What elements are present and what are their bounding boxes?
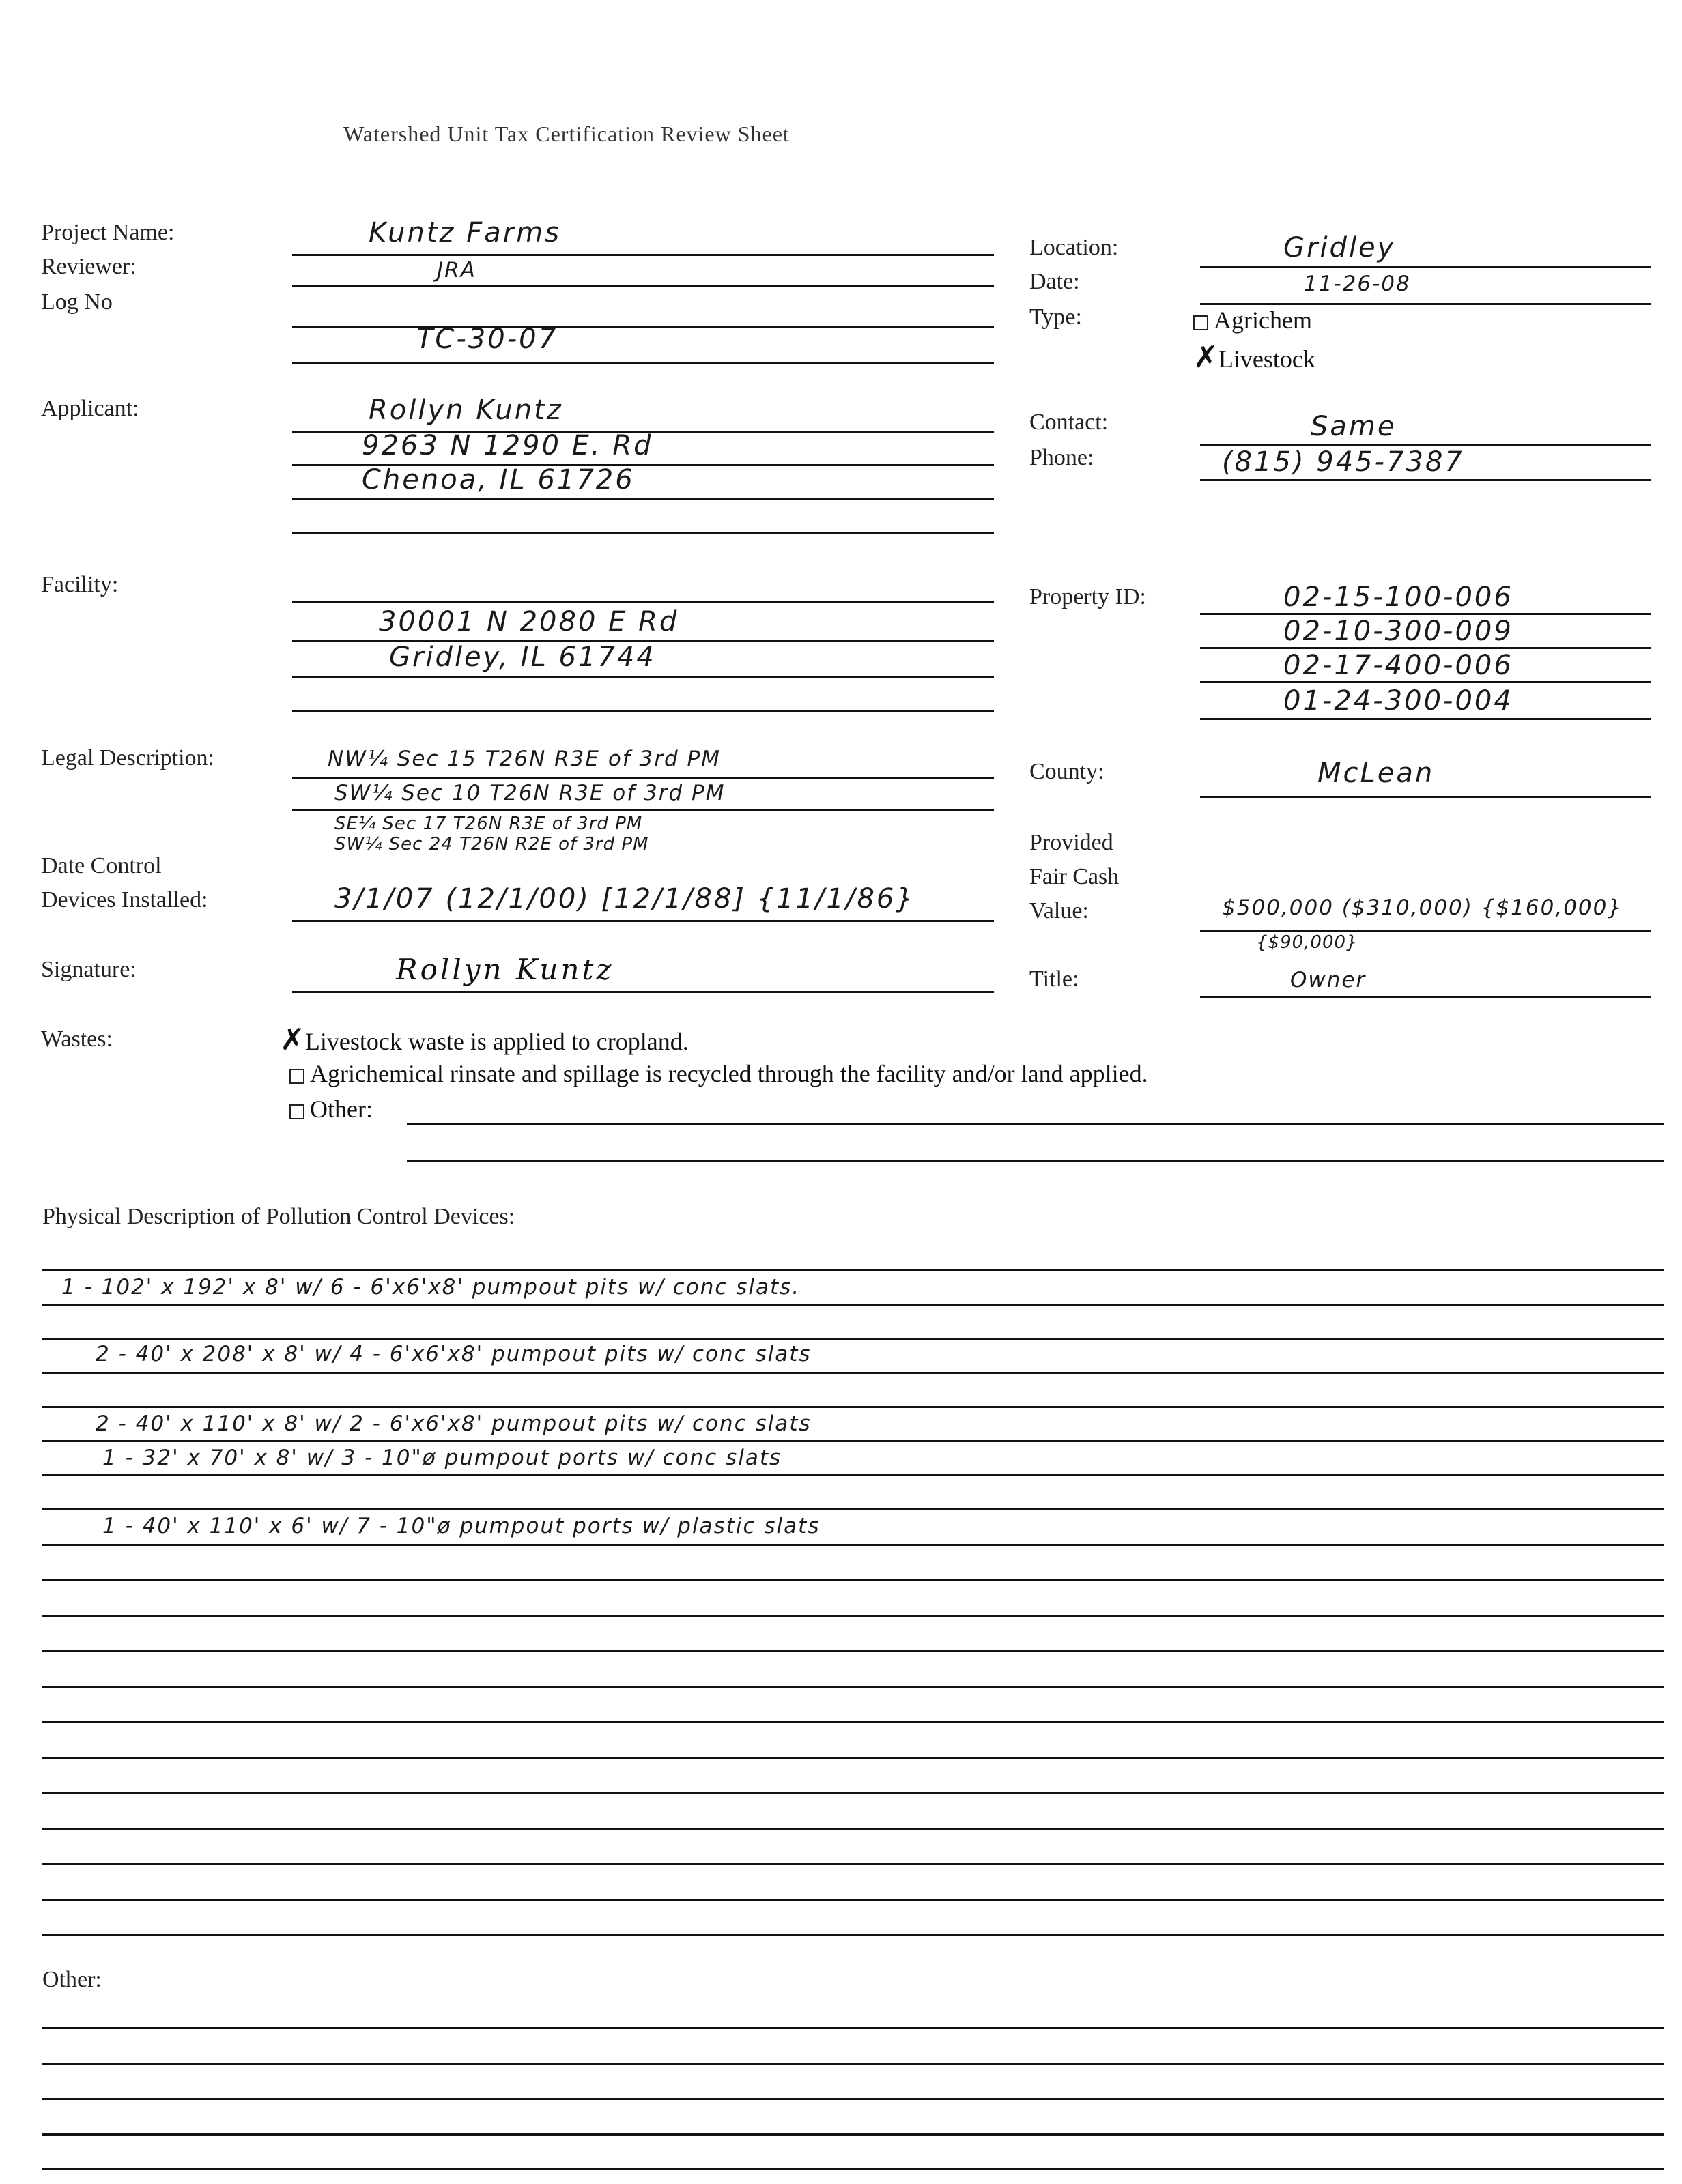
signature-label: Signature: <box>41 957 137 982</box>
agrichem-checkbox[interactable] <box>1193 315 1208 330</box>
fair-cash-value-extra: {$90,000} <box>1256 932 1358 953</box>
other-waste-checkbox[interactable] <box>289 1104 304 1119</box>
legal-description-line: SW¼ Sec 10 T26N R3E of 3rd PM <box>334 781 726 805</box>
device-row: 1 - 32' x 70' x 8' w/ 3 - 10"ø pumpout ports w/ conc slats <box>102 1446 782 1470</box>
page-title: Watershed Unit Tax Certification Review Sheet <box>343 121 790 146</box>
wastes-label: Wastes: <box>41 1026 113 1052</box>
title-value: Owner <box>1290 968 1367 992</box>
signature-value: Rollyn Kuntz <box>396 953 614 986</box>
phone-value: (815) 945-7387 <box>1222 446 1464 478</box>
applicant-address-value: 9263 N 1290 E. Rd <box>362 430 653 461</box>
agrichemical-checkbox[interactable] <box>289 1069 304 1084</box>
location-value: Gridley <box>1283 232 1396 263</box>
devices-installed-label: Devices Installed: <box>41 887 208 913</box>
dates-installed-value: 3/1/07 (12/1/00) [12/1/88] {11/1/86} <box>334 883 915 915</box>
waste-option-livestock[interactable]: ✗Livestock waste is applied to cropland. <box>280 1022 689 1057</box>
device-row: 1 - 40' x 110' x 6' w/ 7 - 10"ø pumpout ports w/ plastic slats <box>102 1514 821 1538</box>
county-value: McLean <box>1317 758 1435 789</box>
device-row: 1 - 102' x 192' x 8' w/ 6 - 6'x6'x8' pumpout pits w/ conc slats. <box>61 1275 801 1299</box>
reviewer-label: Reviewer: <box>41 254 137 279</box>
physical-description-label: Physical Description of Pollution Control Devices: <box>42 1204 515 1229</box>
contact-value: Same <box>1311 411 1397 442</box>
applicant-label: Applicant: <box>41 396 139 421</box>
fair-cash-label: Fair Cash <box>1029 864 1120 889</box>
legal-description-line: NW¼ Sec 15 T26N R3E of 3rd PM <box>328 747 721 771</box>
waste-option-agrichemical[interactable]: Agrichemical rinsate and spillage is recycled through the facility and/or land applied. <box>289 1059 1148 1088</box>
project-name-value: Kuntz Farms <box>369 217 562 248</box>
legal-description-line: SW¼ Sec 24 T26N R2E of 3rd PM <box>334 834 649 854</box>
property-id-value: 02-15-100-006 <box>1283 581 1513 613</box>
phone-label: Phone: <box>1029 445 1094 470</box>
applicant-city-value: Chenoa, IL 61726 <box>362 464 635 495</box>
livestock-checked-mark-icon[interactable]: ✗ <box>1193 340 1218 375</box>
value-label: Value: <box>1029 898 1089 923</box>
waste-option-other[interactable]: Other: <box>289 1095 373 1123</box>
property-id-value: 02-17-400-006 <box>1283 650 1513 681</box>
date-value: 11-26-08 <box>1304 272 1411 296</box>
type-option-livestock[interactable]: ✗Livestock <box>1193 340 1315 375</box>
facility-label: Facility: <box>41 572 119 597</box>
county-label: County: <box>1029 759 1104 784</box>
fair-cash-value: $500,000 ($310,000) {$160,000} <box>1222 895 1623 920</box>
applicant-name-value: Rollyn Kuntz <box>369 394 563 426</box>
date-label: Date: <box>1029 269 1080 294</box>
type-option-agrichem[interactable]: Agrichem <box>1193 306 1312 334</box>
livestock-waste-checked-mark-icon[interactable]: ✗ <box>280 1022 305 1057</box>
date-control-label: Date Control <box>41 853 162 878</box>
other-label: Other: <box>42 1967 102 1992</box>
legal-description-label: Legal Description: <box>41 745 214 771</box>
type-label: Type: <box>1029 304 1082 330</box>
facility-city-value: Gridley, IL 61744 <box>389 642 656 673</box>
location-label: Location: <box>1029 235 1119 260</box>
device-row: 2 - 40' x 208' x 8' w/ 4 - 6'x6'x8' pumpout pits w/ conc slats <box>96 1342 812 1366</box>
device-row: 2 - 40' x 110' x 8' w/ 2 - 6'x6'x8' pumpout pits w/ conc slats <box>96 1411 812 1436</box>
property-id-value: 02-10-300-009 <box>1283 616 1513 647</box>
provided-label: Provided <box>1029 830 1113 855</box>
log-no-value: TC-30-07 <box>416 324 558 355</box>
property-id-label: Property ID: <box>1029 584 1146 609</box>
log-no-label: Log No <box>41 289 113 315</box>
property-id-value: 01-24-300-004 <box>1283 685 1513 717</box>
title-label: Title: <box>1029 966 1079 992</box>
project-name-label: Project Name: <box>41 220 175 245</box>
legal-description-line: SE¼ Sec 17 T26N R3E of 3rd PM <box>334 814 643 834</box>
reviewer-value: JRA <box>437 258 476 283</box>
facility-address-value: 30001 N 2080 E Rd <box>379 606 679 637</box>
contact-label: Contact: <box>1029 410 1109 435</box>
